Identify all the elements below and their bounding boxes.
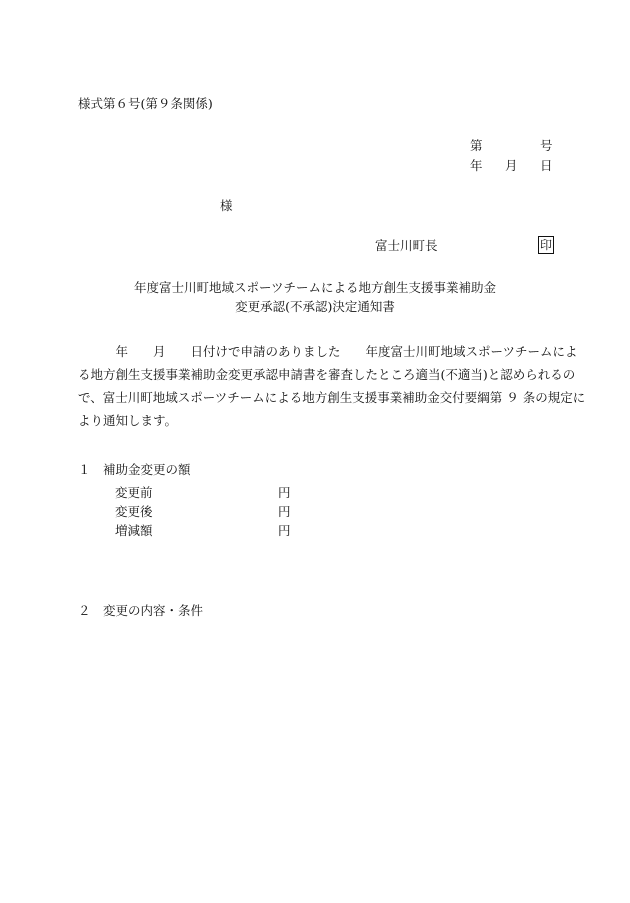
date-day-label: 日 [540, 158, 553, 173]
notice-body-line: る地方創生支援事業補助金変更承認申請書を審査したところ適当(不適当)と認められるの [78, 367, 576, 382]
addressee-honorific: 様 [220, 198, 233, 213]
amount-diff-unit: 円 [278, 523, 291, 538]
notice-body-line: で、富士川町地域スポーツチームによる地方創生支援事業補助金交付要綱第 ９ 条の規定に [78, 390, 586, 405]
notice-body-line: 年 月 日付けで申請のありました 年度富士川町地域スポーツチームによ [78, 344, 578, 359]
date-year-label: 年 [470, 158, 483, 173]
reference-dai-label: 第 [470, 138, 483, 153]
reference-go-label: 号 [540, 138, 553, 153]
date-month-label: 月 [505, 158, 518, 173]
section1-heading: １ 補助金変更の額 [78, 462, 191, 477]
seal-mark: 印 [540, 238, 553, 252]
amount-before-unit: 円 [278, 485, 291, 500]
document-title-line1: 年度富士川町地域スポーツチームによる地方創生支援事業補助金 [133, 280, 496, 295]
form-number: 様式第６号(第９条関係) [78, 96, 213, 111]
section2-heading: ２ 変更の内容・条件 [78, 603, 204, 618]
document-title-line2: 変更承認(不承認)決定通知書 [235, 299, 395, 314]
notice-body-line: より通知します。 [78, 413, 178, 428]
amount-diff-label: 増減額 [115, 523, 153, 538]
amount-before-label: 変更前 [115, 485, 153, 500]
amount-after-unit: 円 [278, 504, 291, 519]
amount-after-label: 変更後 [115, 504, 153, 519]
sender-name: 富士川町長 [375, 238, 438, 253]
notice-body [78, 340, 586, 432]
